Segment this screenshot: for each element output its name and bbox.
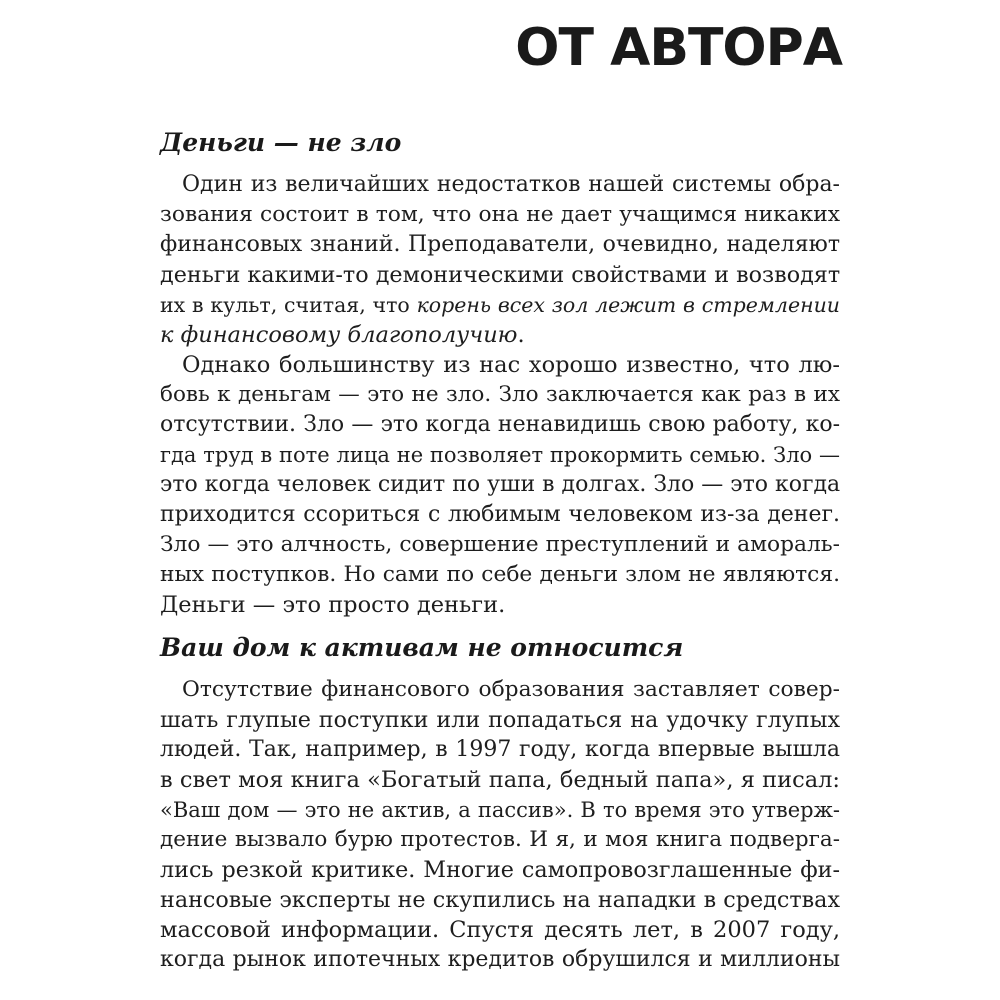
- paragraph-line: приходится ссориться с любимым человеком из-за денег.: [160, 502, 840, 527]
- chapter-title: ОТ АВТОРА: [515, 18, 842, 78]
- line-text: их в культ, считая, что: [160, 293, 417, 317]
- section-heading: Ваш дом к активам не относится: [160, 633, 684, 662]
- paragraph-line: бовь к деньгам — это не зло. Зло заключается как раз в их: [160, 382, 840, 407]
- line-text: .: [517, 322, 525, 348]
- paragraph-line: [160, 290, 840, 320]
- paragraph-line: шать глупые поступки или попадаться на удочку глупых: [160, 707, 840, 733]
- paragraph-line: когда рынок ипотечных кредитов обрушился и миллионы: [160, 947, 840, 972]
- paragraph-line: Деньги — это просто деньги.: [160, 592, 506, 618]
- paragraph-line: людей. Так, например, в 1997 году, когда впервые вышла: [160, 737, 840, 762]
- paragraph-line: Отсутствие финансового образования заставляет совер-: [182, 677, 840, 702]
- emphasis-text: корень всех зол лежит в стремлении: [416, 293, 840, 317]
- paragraph-line: ных поступков. Но сами по себе деньги злом не являются.: [160, 562, 840, 587]
- paragraph-line: нансовые эксперты не скупились на нападки в средствах: [160, 887, 840, 913]
- paragraph-line: деньги какими-то демоническими свойствами и возводят: [160, 262, 841, 288]
- section-heading: Деньги — не зло: [160, 128, 402, 157]
- emphasis-text: к финансовому благополучию: [160, 322, 518, 348]
- paragraph-line: отсутствии. Зло — это когда ненавидишь свою работу, ко-: [160, 412, 840, 437]
- paragraph-line: зования состоит в том, что она не дает учащимся никаких: [160, 202, 840, 227]
- paragraph-line: Зло — это алчность, совершение преступлений и амораль-: [160, 532, 840, 557]
- paragraph-line: «Ваш дом — это не актив, а пассив». В то время это утверж-: [160, 798, 840, 822]
- paragraph-line: массовой информации. Спустя десять лет, в 2007 году,: [160, 917, 840, 943]
- paragraph-line: Один из величайших недостатков нашей системы обра-: [182, 172, 840, 197]
- paragraph-line: это когда человек сидит по уши в долгах. Зло — это когда: [160, 472, 841, 497]
- paragraph-line: дение вызвало бурю протестов. И я, и моя книга подверга-: [160, 827, 840, 852]
- paragraph-line: гда труд в поте лица не позволяет прокормить семью. Зло —: [160, 443, 840, 467]
- paragraph-line: финансовых знаний. Преподаватели, очевидно, наделяют: [160, 232, 840, 257]
- paragraph-line: лись резкой критике. Многие самопровозглашенные фи-: [160, 857, 840, 883]
- paragraph-line: [160, 320, 840, 350]
- paragraph-line: в свет моя книга «Богатый папа, бедный папа», я писал:: [160, 767, 840, 793]
- paragraph-line: Однако большинству из нас хорошо известно, что лю-: [182, 352, 840, 378]
